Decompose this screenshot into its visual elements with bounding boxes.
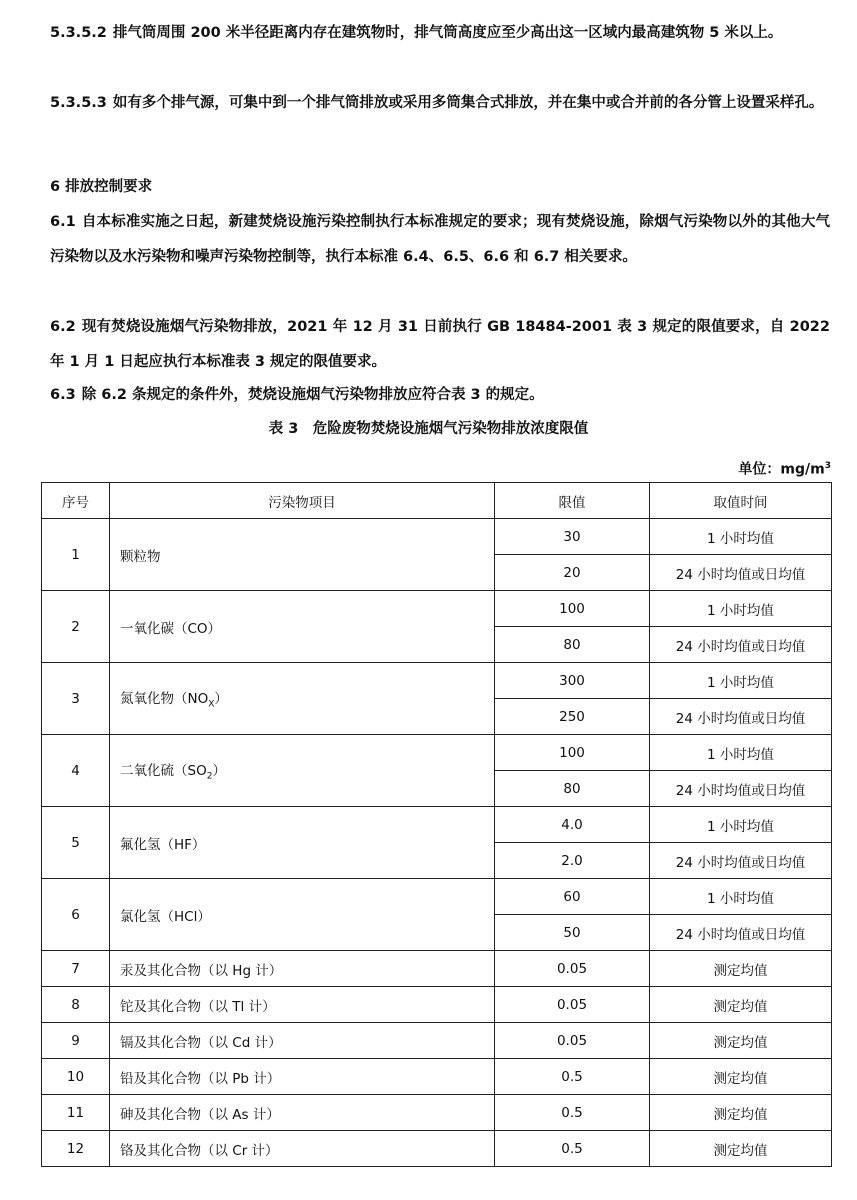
clause-text: 如有多个排气源，可集中到一个排气筒排放或采用多筒集合式排放，并在集中或合并前的各分管上设置采样孔。 (112, 95, 824, 111)
pollutant-item (110, 1131, 495, 1167)
table-title: 表 3 危险废物焚烧设施烟气污染物排放浓度限值 (268, 421, 589, 437)
averaging-time: 1 小时均值 (650, 807, 832, 843)
pollutant-item (110, 807, 495, 879)
averaging-time: 1 小时均值 (650, 879, 832, 915)
pollutant-subscript: 2 (206, 771, 213, 782)
averaging-time: 24 小时均值或日均值 (650, 627, 832, 663)
table-unit (738, 454, 831, 482)
pollutant-name: 颗粒物 (120, 548, 161, 565)
limit-value: 80 (495, 627, 650, 663)
averaging-time: 1 小时均值 (650, 663, 832, 699)
limit-value: 20 (495, 555, 650, 591)
limit-value: 0.05 (495, 951, 650, 987)
averaging-time: 测定均值 (650, 1059, 832, 1095)
header-no: 序号 (42, 483, 110, 519)
clause-number: 6.2 (50, 319, 76, 335)
clause-6-3 (50, 378, 830, 413)
row-number: 10 (42, 1059, 110, 1095)
limit-value: 60 (495, 879, 650, 915)
row-number: 12 (42, 1131, 110, 1167)
pollutant-name: 铅及其化合物（以 Pb 计） (120, 1070, 281, 1087)
averaging-time: 测定均值 (650, 1023, 832, 1059)
pollutant-name-suffix: ） (212, 763, 226, 780)
table-row (42, 663, 832, 699)
clause-text: 除 6.2 条规定的条件外，焚烧设施烟气污染物排放应符合表 3 的规定。 (81, 387, 544, 403)
header-item: 污染物项目 (110, 483, 495, 519)
emission-limits-table (41, 482, 832, 1167)
row-number: 1 (42, 519, 110, 591)
row-number: 7 (42, 951, 110, 987)
pollutant-name: 铊及其化合物（以 Tl 计） (120, 998, 276, 1015)
header-limit: 限值 (495, 483, 650, 519)
row-number: 3 (42, 663, 110, 735)
limit-value: 0.05 (495, 987, 650, 1023)
table-row (42, 1059, 832, 1095)
table-row (42, 879, 832, 915)
section-heading: 6 排放控制要求 (50, 179, 153, 195)
row-number: 6 (42, 879, 110, 951)
limit-value: 250 (495, 699, 650, 735)
pollutant-name: 汞及其化合物（以 Hg 计） (120, 962, 283, 979)
table-header-row (42, 483, 832, 519)
averaging-time: 24 小时均值或日均值 (650, 771, 832, 807)
pollutant-name: 砷及其化合物（以 As 计） (120, 1106, 280, 1123)
limit-value: 2.0 (495, 843, 650, 879)
limit-value: 0.05 (495, 1023, 650, 1059)
table-row (42, 1131, 832, 1167)
limit-value: 300 (495, 663, 650, 699)
clause-number: 5.3.5.3 (50, 95, 107, 111)
averaging-time: 24 小时均值或日均值 (650, 555, 832, 591)
row-number: 8 (42, 987, 110, 1023)
clause-6-1 (50, 205, 830, 275)
pollutant-subscript: X (208, 699, 215, 710)
table-body (42, 519, 832, 1167)
limit-value: 80 (495, 771, 650, 807)
averaging-time: 测定均值 (650, 987, 832, 1023)
limit-value: 0.5 (495, 1131, 650, 1167)
pollutant-name: 氟化氢（HF） (120, 836, 206, 853)
pollutant-item (110, 519, 495, 591)
row-number: 11 (42, 1095, 110, 1131)
clause-text: 排气筒周围 200 米半径距离内存在建筑物时，排气筒高度应至少高出这一区域内最高建筑物 5 米以上。 (112, 25, 783, 41)
row-number: 5 (42, 807, 110, 879)
row-number: 4 (42, 735, 110, 807)
clause-number: 6.3 (50, 387, 76, 403)
pollutant-item (110, 663, 495, 735)
averaging-time: 测定均值 (650, 951, 832, 987)
limit-value: 0.5 (495, 1059, 650, 1095)
table-row (42, 807, 832, 843)
clause-text: 现有焚烧设施烟气污染物排放，2021 年 12 月 31 日前执行 GB 18484-2001 表 3 规定的限值要求，自 2022 年 1 月 1 日起应执行本标准表 3 规定的限值要求。 (50, 319, 830, 370)
pollutant-item (110, 1059, 495, 1095)
clause-number: 5.3.5.2 (50, 25, 107, 41)
clause-5-3-5-3 (50, 86, 830, 121)
limit-value: 4.0 (495, 807, 650, 843)
clause-number: 6.1 (50, 214, 76, 230)
pollutant-name: 氯化氢（HCl） (120, 908, 211, 925)
averaging-time: 1 小时均值 (650, 519, 832, 555)
averaging-time: 测定均值 (650, 1131, 832, 1167)
pollutant-name-suffix: ） (214, 691, 228, 708)
table-row (42, 1023, 832, 1059)
averaging-time: 24 小时均值或日均值 (650, 699, 832, 735)
table-row (42, 987, 832, 1023)
limit-value: 100 (495, 735, 650, 771)
averaging-time: 1 小时均值 (650, 735, 832, 771)
table-row (42, 951, 832, 987)
limit-value: 100 (495, 591, 650, 627)
row-number: 2 (42, 591, 110, 663)
averaging-time: 测定均值 (650, 1095, 832, 1131)
pollutant-item (110, 879, 495, 951)
clause-text: 自本标准实施之日起，新建焚烧设施污染控制执行本标准规定的要求；现有焚烧设施，除烟气污染物以外的其他大气污染物以及水污染物和噪声污染物控制等，执行本标准 6.4、6.5、6.6 和 6.7 相关要求。 (50, 214, 830, 265)
pollutant-name: 氮氧化物（NO (120, 691, 209, 708)
header-time: 取值时间 (650, 483, 832, 519)
pollutant-item (110, 735, 495, 807)
averaging-time: 24 小时均值或日均值 (650, 843, 832, 879)
limit-value: 0.5 (495, 1095, 650, 1131)
pollutant-name: 一氧化碳（CO） (120, 620, 222, 637)
row-number: 9 (42, 1023, 110, 1059)
pollutant-item (110, 987, 495, 1023)
table-row (42, 735, 832, 771)
pollutant-name: 镉及其化合物（以 Cd 计） (120, 1034, 282, 1051)
pollutant-name: 铬及其化合物（以 Cr 计） (120, 1142, 279, 1159)
table-row (42, 519, 832, 555)
limit-value: 50 (495, 915, 650, 951)
averaging-time: 24 小时均值或日均值 (650, 915, 832, 951)
clause-5-3-5-2 (50, 16, 830, 51)
clause-6-2 (50, 310, 830, 380)
averaging-time: 1 小时均值 (650, 591, 832, 627)
pollutant-name: 二氧化硫（SO (120, 763, 207, 780)
pollutant-item (110, 1095, 495, 1131)
pollutant-item (110, 591, 495, 663)
pollutant-item (110, 1023, 495, 1059)
unit-label: 单位：mg/m (738, 461, 825, 478)
table-row (42, 591, 832, 627)
pollutant-item (110, 951, 495, 987)
unit-superscript: 3 (824, 461, 831, 471)
limit-value: 30 (495, 519, 650, 555)
table-row (42, 1095, 832, 1131)
